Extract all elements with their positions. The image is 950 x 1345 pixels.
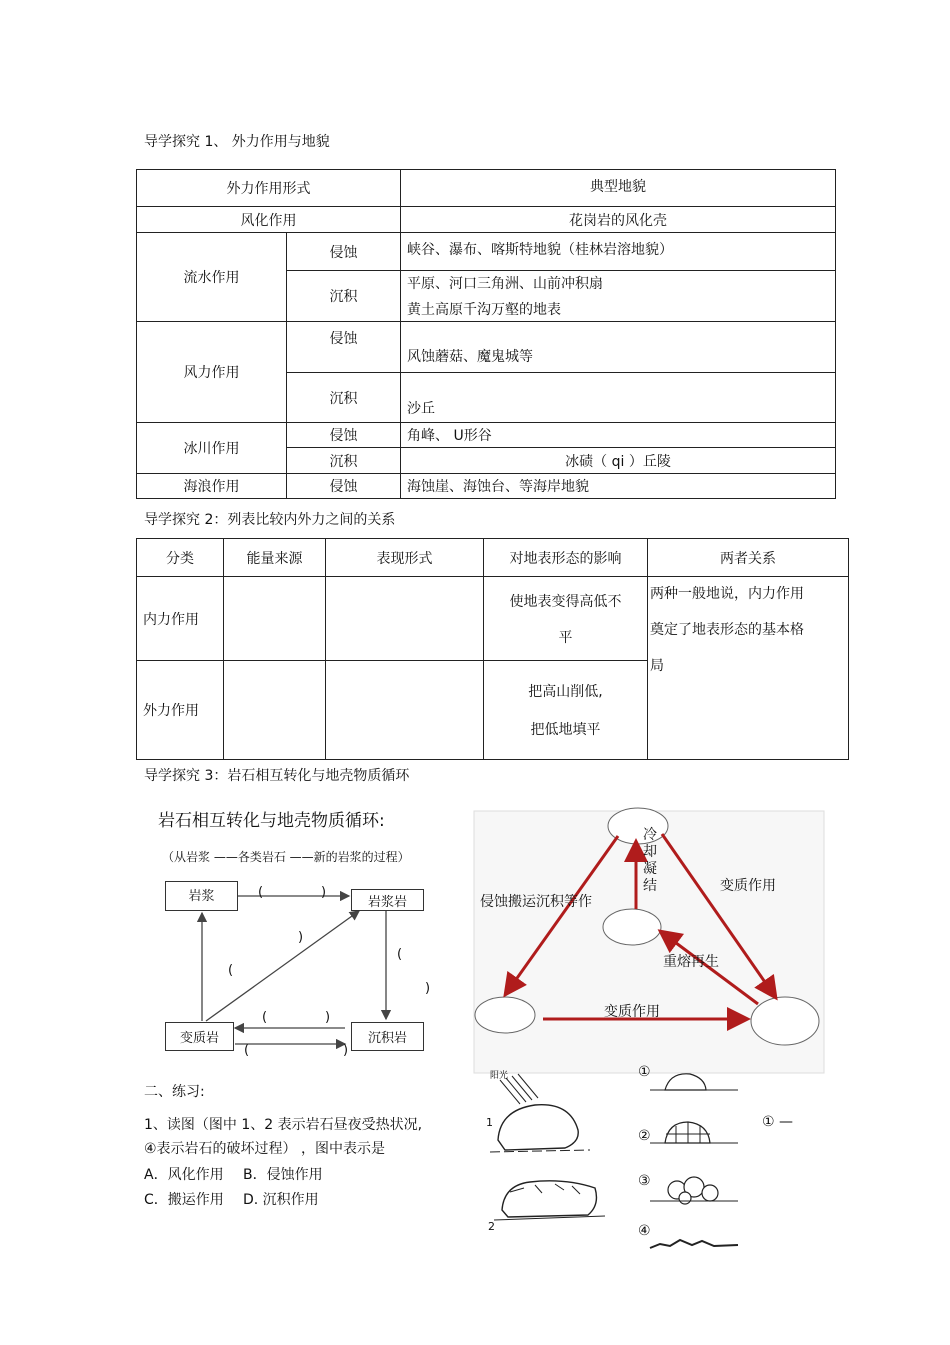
- col-form: 表现形式: [326, 539, 484, 577]
- figure-number-2: 2: [488, 1220, 495, 1233]
- label-meta-bottom: 变质作用: [604, 1004, 660, 1020]
- header-form: 外力作用形式: [137, 170, 401, 207]
- question-line1: 1、读图（图中 1、2 表示岩石昼夜受热状况,: [144, 1117, 423, 1133]
- wave-name: 海浪作用: [137, 474, 287, 499]
- external-name: 外力作用: [137, 661, 224, 760]
- relation-line2: 奠定了地表形态的基本格: [650, 622, 804, 638]
- rock-2-drawing: [502, 1181, 596, 1217]
- water-deposit: 沉积: [287, 271, 401, 322]
- section1-title: 导学探究 1、 外力作用与地貌: [144, 134, 330, 150]
- wind-erosion: 侵蚀: [287, 322, 401, 373]
- glacier-erosion-landform: 角峰、 U形谷: [401, 423, 836, 448]
- option-b: B．侵蚀作用: [243, 1167, 323, 1183]
- section2-title: 导学探究 2：列表比较内外力之间的关系: [144, 512, 396, 528]
- diagram-title: 岩石相互转化与地壳物质循环:: [158, 811, 385, 831]
- step-1-label: ①: [638, 1064, 651, 1080]
- rock-1-drawing: [498, 1105, 578, 1150]
- box-metamorphic: 变质岩: [165, 1022, 234, 1051]
- col-relation: 两者关系: [648, 539, 849, 577]
- figure-number-1: 1: [486, 1116, 493, 1129]
- label-meta-right: 变质作用: [720, 878, 776, 894]
- blank-paren: (: [244, 1043, 250, 1058]
- weathering-figure: [480, 1060, 760, 1260]
- blank-paren: (: [397, 947, 403, 962]
- weathering-name: 风化作用: [137, 207, 401, 233]
- wave-erosion-landform: 海蚀崖、海蚀台、等海岸地貌: [401, 474, 836, 499]
- blank-paren: (: [258, 885, 264, 900]
- col-effect: 对地表形态的影响: [484, 539, 648, 577]
- blank-paren: (: [262, 1010, 268, 1025]
- wind-deposit-landform: 沙丘: [401, 373, 836, 423]
- wind-erosion-landform: 风蚀蘑菇、魔鬼城等: [401, 322, 836, 373]
- step-4-debris: [650, 1240, 738, 1248]
- label-erosion: 侵蚀搬运沉积等作: [480, 894, 592, 910]
- internal-name: 内力作用: [137, 577, 224, 661]
- diagram-subtitle: （从岩浆 ——各类岩石 ——新的岩浆的过程）: [162, 850, 410, 864]
- blank-paren: ): [325, 1010, 331, 1025]
- blank-paren: ): [298, 930, 304, 945]
- wave-erosion: 侵蚀: [287, 474, 401, 499]
- glacier-deposit: 沉积: [287, 448, 401, 474]
- wind-deposit: 沉积: [287, 373, 401, 423]
- step-3-rocks: [668, 1177, 718, 1204]
- step-4-label: ④: [638, 1223, 651, 1239]
- label-remelt: 重熔再生: [663, 954, 719, 970]
- wind-name: 风力作用: [137, 322, 287, 423]
- weathering-landform: 花岗岩的风化壳: [401, 207, 836, 233]
- middle-ellipse: [603, 909, 661, 945]
- option-c: C．搬运作用: [144, 1192, 224, 1208]
- internal-effect-line2: 平: [558, 629, 573, 646]
- water-erosion: 侵蚀: [287, 233, 401, 271]
- right-ellipse: [751, 997, 819, 1045]
- option-d: D. 沉积作用: [243, 1192, 319, 1208]
- question-side-note: ① —: [762, 1114, 794, 1130]
- water-erosion-landform: 峡谷、瀑布、喀斯特地貌（桂林岩溶地貌）: [401, 233, 836, 271]
- blank-paren: (: [228, 963, 234, 978]
- step-1-rock: [665, 1074, 706, 1090]
- blank-paren: ): [425, 981, 431, 996]
- col-energy: 能量来源: [224, 539, 326, 577]
- water-deposit-line2: 黄土高原千沟万壑的地表: [407, 302, 561, 318]
- col-category: 分类: [137, 539, 224, 577]
- box-igneous: 岩浆岩: [351, 889, 424, 911]
- glacier-deposit-landform: 冰碛（ qi ）丘陵: [401, 448, 836, 474]
- option-a: A．风化作用: [144, 1167, 224, 1183]
- sun-label: 阳光: [490, 1071, 509, 1081]
- blank-paren: ): [321, 885, 327, 900]
- glacier-erosion: 侵蚀: [287, 423, 401, 448]
- box-magma: 岩浆: [165, 881, 238, 911]
- header-landform: 典型地貌: [401, 170, 836, 207]
- box-sedimentary: 沉积岩: [351, 1022, 424, 1051]
- external-effect-line1: 把高山削低,: [528, 684, 603, 700]
- step-3-label: ③: [638, 1173, 651, 1189]
- water-name: 流水作用: [137, 233, 287, 322]
- label-cooling: 冷却凝结: [643, 827, 657, 894]
- blank-paren: ): [343, 1043, 349, 1058]
- relation-line3: 局: [650, 658, 664, 674]
- left-ellipse: [475, 997, 535, 1033]
- glacier-name: 冰川作用: [137, 423, 287, 474]
- section3-title: 导学探究 3：岩石相互转化与地壳物质循环: [144, 768, 410, 784]
- external-effect-line2: 把低地填平: [530, 722, 601, 738]
- question-line2: ④表示岩石的破坏过程） ，图中表示是: [144, 1141, 385, 1157]
- relation-line1: 两种一般地说，内力作用: [650, 586, 804, 602]
- internal-effect-line1: 使地表变得高低不: [509, 593, 622, 610]
- water-deposit-line1: 平原、河口三角洲、山前冲积扇: [407, 276, 603, 292]
- step-2-label: ②: [638, 1128, 651, 1144]
- exercise-heading: 二、练习:: [144, 1084, 205, 1100]
